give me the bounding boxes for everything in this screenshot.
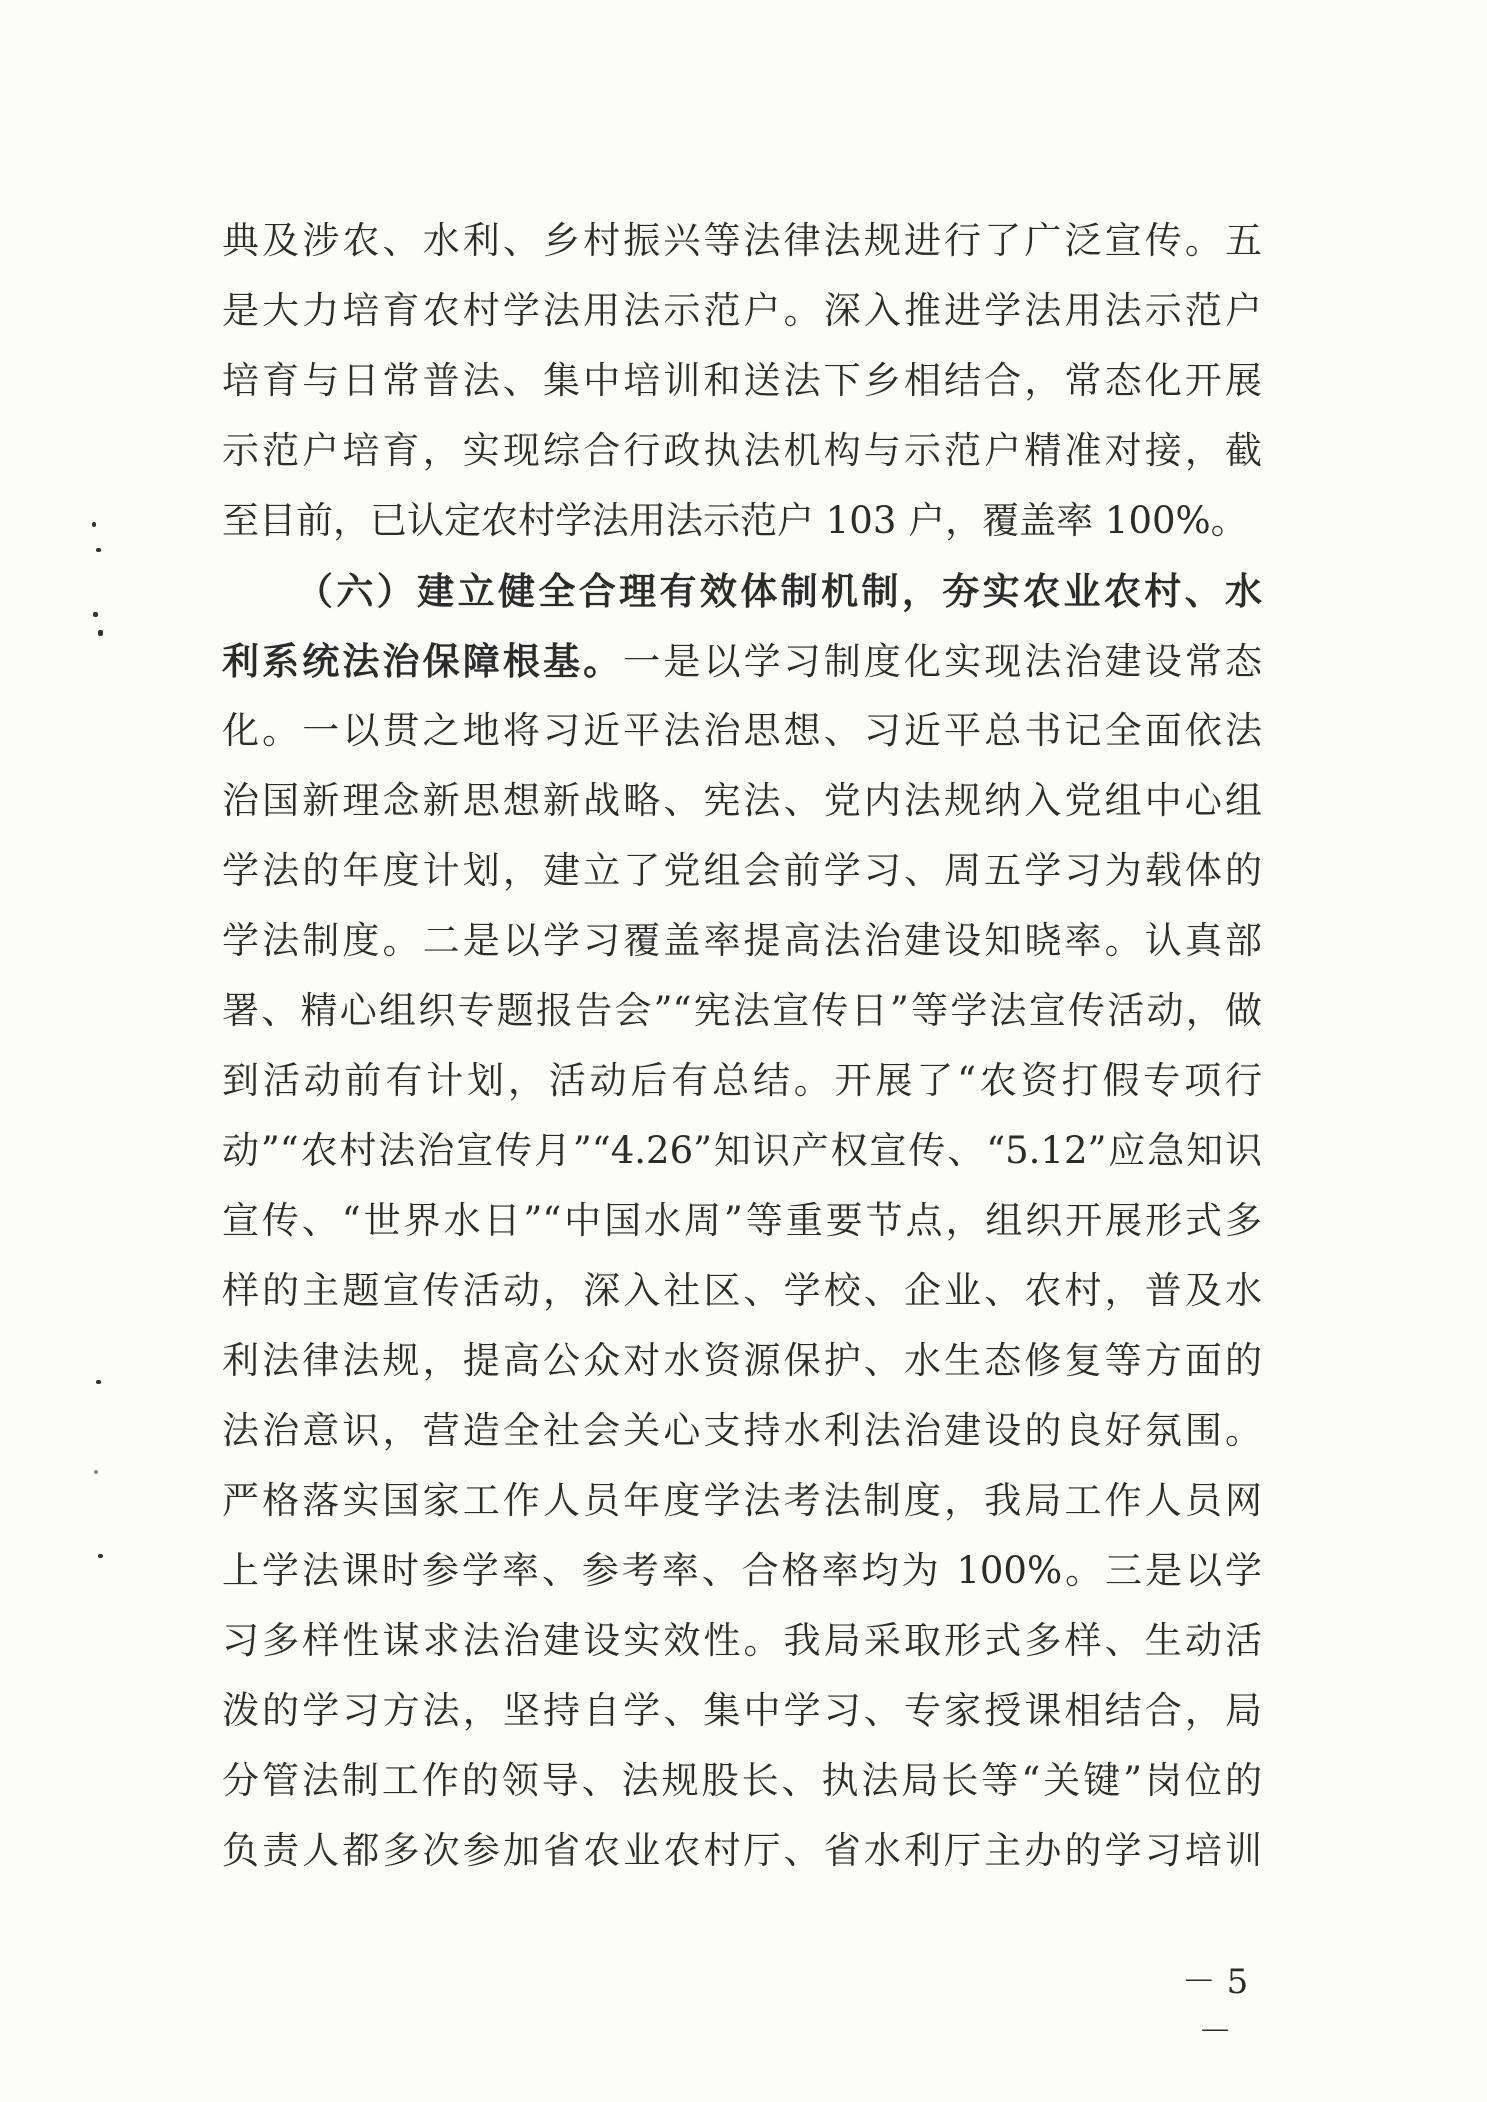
section-heading: （六）建立健全合理有效体制机制，夯实农业农村、水 — [296, 569, 1262, 613]
body-text — [222, 206, 1262, 1886]
text-line: 宣传、“世界水日”“中国水周”等重要节点，组织开展形式多 — [222, 1199, 1262, 1242]
text-line: 署、精心组织专题报告会”“宪法宣传日”等学法宣传活动，做 — [222, 989, 1262, 1032]
text-line: 利法律法规，提高公众对水资源保护、水生态修复等方面的 — [222, 1339, 1262, 1382]
text-line: 治国新理念新思想新战略、宪法、党内法规纳入党组中心组 — [222, 779, 1262, 822]
binding-hole-mark — [94, 1470, 98, 1474]
text-line: 严格落实国家工作人员年度学法考法制度，我局工作人员网 — [222, 1479, 1262, 1522]
text-line: 到活动前有计划，活动后有总结。开展了“农资打假专项行 — [222, 1059, 1262, 1102]
text-line: 典及涉农、水利、乡村振兴等法律法规进行了广泛宣传。五 — [222, 219, 1262, 262]
text-line: 化。一以贯之地将习近平法治思想、习近平总书记全面依法 — [222, 709, 1262, 752]
text-line: 示范户培育，实现综合行政执法机构与示范户精准对接，截 — [222, 429, 1262, 472]
binding-hole-mark — [98, 1554, 103, 1558]
text-line: 至目前，已认定农村学法用法示范户 103 户，覆盖率 100%。 — [222, 499, 1248, 542]
section-heading-line — [222, 556, 1262, 626]
text-line: 样的主题宣传活动，深入社区、学校、企业、农村，普及水 — [222, 1269, 1262, 1312]
section-heading-continued: 利系统法治保障根基。 — [222, 639, 624, 683]
binding-hole-mark — [93, 612, 98, 617]
text-line: 动”“农村法治宣传月”“4.26”知识产权宣传、“5.12”应急知识 — [222, 1129, 1262, 1172]
text-line: 是大力培育农村学法用法示范户。深入推进学法用法示范户 — [222, 289, 1262, 332]
binding-hole-mark — [98, 630, 103, 636]
text-line: 上学法课时参学率、参考率、合格率均为 100%。三是以学 — [222, 1549, 1262, 1592]
page-number: － 5 － — [1181, 1962, 1249, 2052]
text-line: 培育与日常普法、集中培训和送法下乡相结合，常态化开展 — [222, 359, 1262, 402]
text-line: 习多样性谋求法治建设实效性。我局采取形式多样、生动活 — [222, 1619, 1262, 1662]
text-run: 一是以学习制度化实现法治建设常态 — [623, 640, 1263, 683]
binding-hole-mark — [96, 1380, 101, 1384]
text-line: 法治意识，营造全社会关心支持水利法治建设的良好氛围。 — [222, 1409, 1262, 1452]
text-line — [222, 626, 1262, 696]
binding-hole-mark — [92, 522, 96, 527]
binding-hole-mark — [96, 548, 101, 552]
text-line: 分管法制工作的领导、法规股长、执法局长等“关键”岗位的 — [222, 1759, 1262, 1802]
text-line: 负责人都多次参加省农业农村厅、省水利厅主办的学习培训 — [222, 1829, 1262, 1872]
text-line: 泼的学习方法，坚持自学、集中学习、专家授课相结合，局 — [222, 1689, 1262, 1732]
text-line: 学法制度。二是以学习覆盖率提高法治建设知晓率。认真部 — [222, 919, 1262, 962]
text-line: 学法的年度计划，建立了党组会前学习、周五学习为载体的 — [222, 849, 1262, 892]
